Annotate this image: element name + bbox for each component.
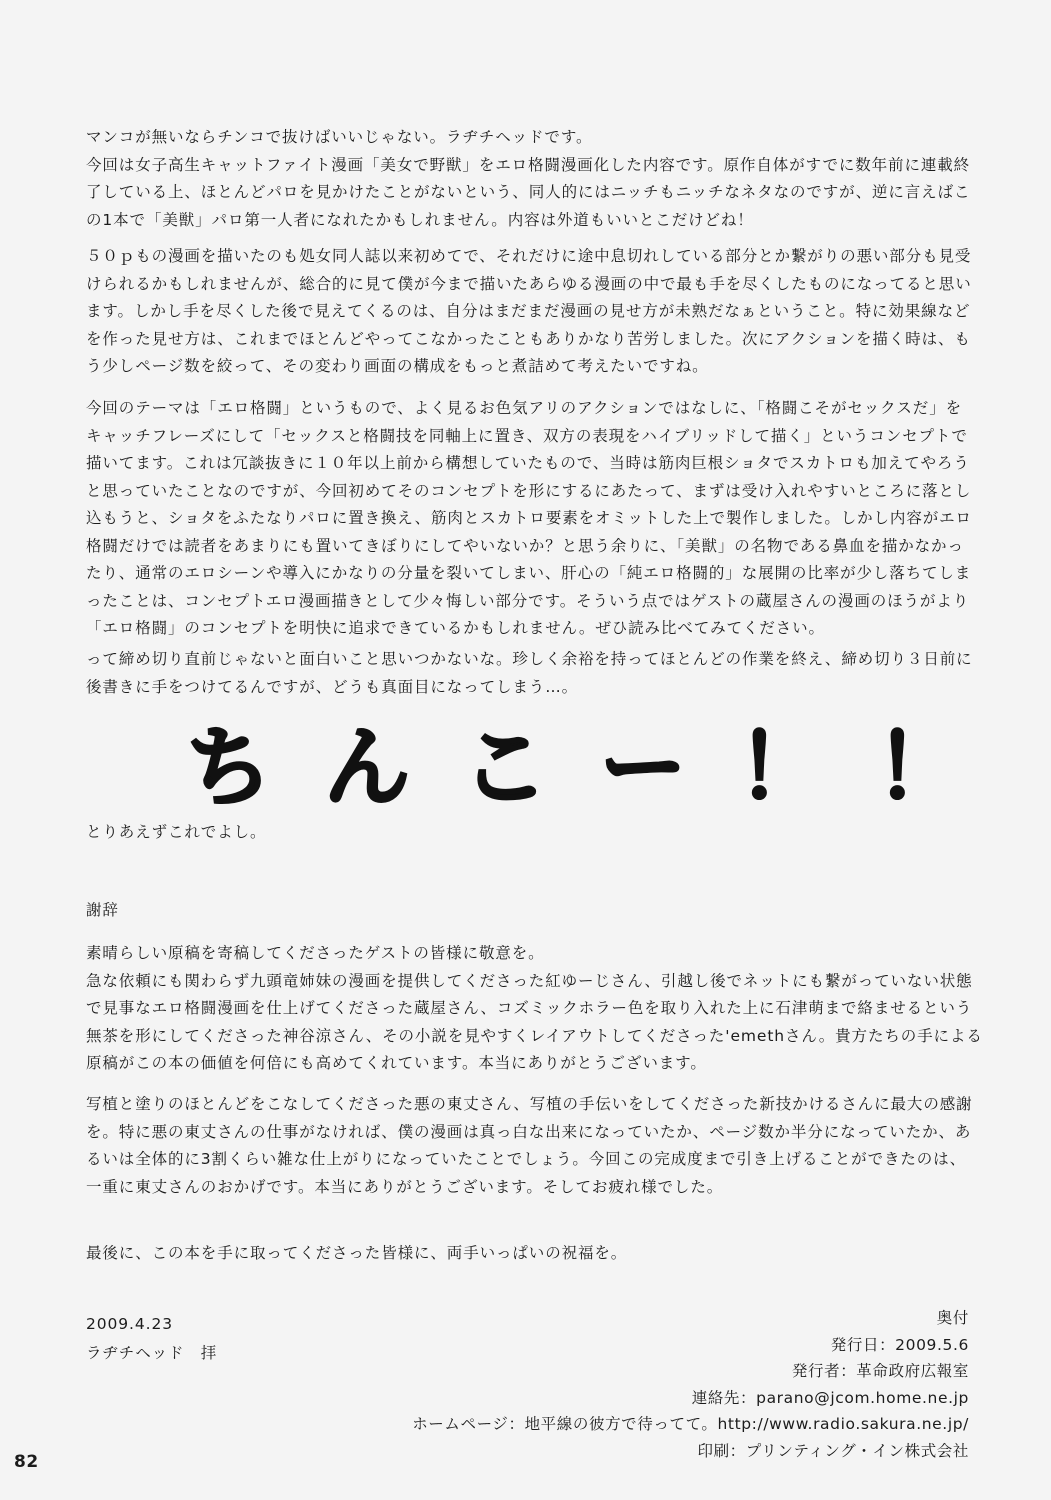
thanks-heading: 謝辞	[86, 901, 119, 919]
colophon-issue-date: 発行日：2009.5.6	[830, 1335, 969, 1354]
text-line: で見事なエロ格闘漫画を仕上げてくださった蔵屋さん、コズミックホラー色を取り入れた上に石津萌まで絡ませるという	[86, 999, 973, 1017]
text-line: 原稿がこの本の価値を何倍にも高めてくれています。本当にありがとうございます。	[86, 1054, 707, 1072]
thanks-paragraph-1	[86, 940, 983, 1078]
colophon-printer: 印刷：プリンティング・イン株式会社	[697, 1441, 969, 1460]
text-line: 素晴らしい原稿を寄稿してくださったゲストの皆様に敬意を。	[86, 944, 545, 962]
text-line: 込もうと、ショタをふたなりパロに置き換え、筋肉とスカトロ要素をオミットした上で製作しました。しかし内容がエロ	[86, 509, 972, 527]
colophon-title: 奥付	[936, 1309, 969, 1327]
text-line: 一重に東丈さんのおかげです。本当にありがとうございます。そしてお疲れ様でした。	[86, 1177, 724, 1196]
text-line: たり、通常のエロシーンや導入にかなりの分量を裂いてしまい、肝心の「純エロ格闘的」な展開の比率が少し落ちてしま	[86, 564, 972, 582]
after-big-line: とりあえずこれでよし。	[86, 823, 267, 841]
text-line: 今回は女子高生キャットファイト漫画「美女で野獣」をエロ格闘漫画化した内容です。原作自体がすでに数年前に連載終	[86, 155, 971, 174]
text-line: と思っていたことなのですが、今回初めてそのコンセプトを形にするにあたって、まずは受け入れやすいところに落とし	[86, 481, 972, 500]
text-line: 「エロ格闘」のコンセプトを明快に追求できているかもしれません。ぜひ読み比べてみてください。	[86, 619, 825, 637]
text-line: 描いてます。これは冗談抜きに１０年以上前から構想していたもので、当時は筋肉巨根ショタでスカトロも加えてやろう	[86, 454, 970, 472]
text-line: けられるかもしれませんが、総合的に見て僕が今まで描いたあらゆる漫画の中で最も手を尽くしたものになってると思い	[86, 274, 972, 293]
text-line: の1本で「美獣」パロ第一人者になれたかもしれません。内容は外道もいいとこだけどね！	[86, 210, 754, 229]
text-line: るいは全体的に3割くらい雑な仕上がりになっていたことでしょう。今回この完成度まで引き上げることができたのは、	[86, 1150, 966, 1168]
signature-date: 2009.4.23	[86, 1315, 173, 1333]
big-exclamation-text: ちんこー！！	[186, 718, 1014, 818]
text-line: 了している上、ほとんどパロを見かけたことがないという、同人的にはニッチもニッチなネタなのですが、逆に言えばこ	[86, 183, 971, 201]
text-line: 急な依頼にも関わらず九頭竜姉妹の漫画を提供してくださった紅ゆーじさん、引越し後でネットにも繋がっていない状態	[86, 971, 973, 990]
page-number: 82	[14, 1452, 39, 1472]
thanks-paragraph-2	[86, 1091, 978, 1201]
text-line: う少しページ数を絞って、その変わり画面の構成をもっと煮詰めて考えたいですね。	[86, 357, 709, 375]
signature-name: ラヂチヘッド 拝	[86, 1344, 218, 1362]
text-line: 今回のテーマは「エロ格闘」というもので、よく見るお色気アリのアクションではなしに、「格闘こそがセックスだ」を	[86, 399, 962, 417]
paragraph-3	[86, 395, 978, 643]
colophon	[412, 1305, 969, 1464]
text-line: マンコが無いならチンコで抜けばいいじゃない。ラヂチヘッドです。	[86, 128, 593, 146]
colophon-contact: 連絡先：parano@jcom.home.ne.jp	[691, 1388, 969, 1407]
paragraph-2	[86, 243, 978, 381]
colophon-publisher: 発行者：革命政府広報室	[791, 1362, 969, 1380]
text-line: って締め切り直前じゃないと面白いこと思いつかないな。珍しく余裕を持ってほとんどの作業を終え、締め切り３日前に	[86, 650, 973, 668]
text-line: ます。しかし手を尽くした後で見えてくるのは、自分はまだまだ漫画の見せ方が未熟だなぁということ。特に効果線など	[86, 302, 971, 320]
closing-line: 最後に、この本を手に取ってくださった皆様に、両手いっぱいの祝福を。	[86, 1244, 628, 1262]
text-line: 後書きに手をつけてるんですが、どうも真面目になってしまう…。	[86, 677, 579, 696]
text-line: を作った見せ方は、これまでほとんどやってこなかったこともありかなり苦労しました。次にアクションを描く時は、も	[86, 329, 971, 348]
text-line: キャッチフレーズにして「セックスと格闘技を同軸上に置き、双方の表現をハイブリッドして描く」というコンセプトで	[86, 426, 968, 445]
text-line: 写植と塗りのほとんどをこなしてくださった悪の東丈さん、写植の手伝いをしてくださった新技かけるさんに最大の感謝	[86, 1095, 973, 1113]
text-line: 無茶を形にしてくださった神谷涼さん、その小説を見やすくレイアウトしてくださった'emethさん。貴方たちの手による	[86, 1026, 983, 1045]
text-line: を。特に悪の東丈さんの仕事がなければ、僕の漫画は真っ白な出来になっていたか、ページ数か半分になっていたか、あ	[86, 1122, 972, 1141]
paragraph-4	[86, 646, 978, 701]
text-line: ったことは、コンセプトエロ漫画描きとして少々悔しい部分です。そういう点ではゲストの蔵屋さんの漫画のほうがより	[86, 591, 970, 610]
colophon-homepage: ホームページ：地平線の彼方で待ってて。http://www.radio.sakura.ne.jp/	[412, 1415, 969, 1433]
intro-paragraph	[86, 124, 978, 234]
text-line: 格闘だけでは読者をあまりにも置いてきぼりにしてやいないか？と思う余りに、「美獣」の名物である鼻血を描かなかっ	[86, 536, 964, 555]
text-line: ５０ｐもの漫画を描いたのも処女同人誌以来初めてで、それだけに途中息切れしている部分とか繋がりの悪い部分も見受	[86, 247, 972, 265]
